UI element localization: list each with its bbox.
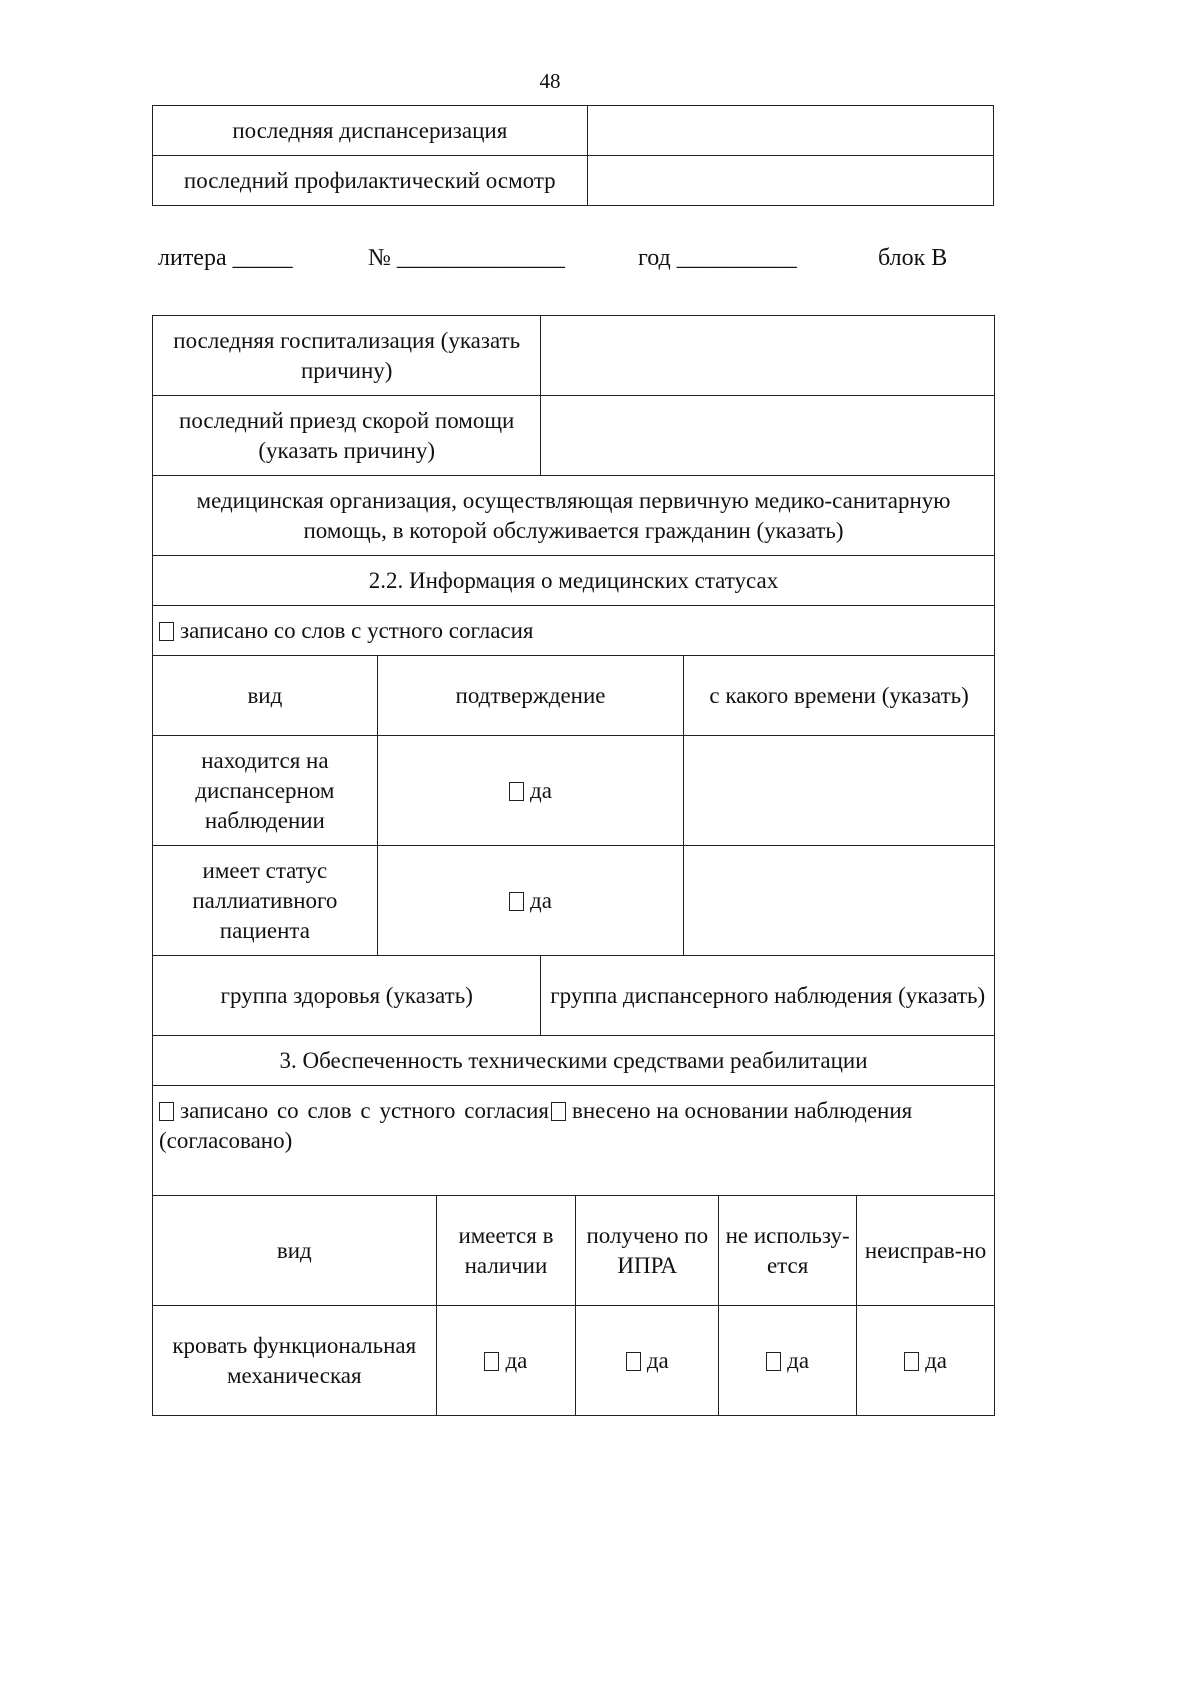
bed-not-used-checkbox[interactable] — [766, 1352, 781, 1371]
oral-consent-label: записано со слов с устного согласия — [180, 617, 534, 643]
last-dispensary-value[interactable] — [587, 106, 993, 156]
oral-consent-checkbox[interactable] — [159, 622, 174, 641]
tsr-kind-header: вид — [153, 1196, 437, 1306]
table-row — [153, 956, 995, 1036]
ambulance-label: последний приезд скорой помощи (указать причину) — [153, 396, 541, 476]
dispensary-observation-confirm — [377, 736, 683, 846]
hospitalization-value[interactable] — [541, 316, 995, 396]
med-org-label: медицинская организация, осуществляющая первичную медико-санитарную помощь, в которой обслуживается гражданин (указать) — [153, 476, 995, 556]
tsr-oral-consent-checkbox[interactable] — [159, 1102, 174, 1121]
tsr-ipra-header: получено по ИПРА — [576, 1196, 719, 1306]
tsr-observed-checkbox[interactable] — [551, 1102, 566, 1121]
palliative-status-confirm — [377, 846, 683, 956]
table-row — [153, 736, 995, 846]
tsr-bed-label: кровать функциональная механическая — [153, 1306, 437, 1416]
main-table — [152, 315, 995, 1416]
status-confirm-header: подтверждение — [377, 656, 683, 736]
table-row — [153, 656, 995, 736]
tsr-oral-consent-label: записано со слов с устного согласия (согласовано) — [159, 1098, 549, 1153]
bed-available-checkbox[interactable] — [484, 1352, 499, 1371]
litera-line — [158, 243, 958, 279]
table-row — [153, 106, 994, 156]
table-row — [153, 846, 995, 956]
dispensary-yes-label: да — [530, 777, 552, 803]
bed-ipra-checkbox[interactable] — [626, 1352, 641, 1371]
palliative-yes-checkbox[interactable] — [509, 892, 524, 911]
health-group-label: группа здоровья (указать) — [153, 956, 541, 1036]
tsr-faulty-header: неисправ-но — [857, 1196, 995, 1306]
tsr-not-used-header: не использу-ется — [719, 1196, 857, 1306]
tsr-bed-ipra — [576, 1306, 719, 1416]
tsr-bed-not-used — [719, 1306, 857, 1416]
section-2-2-title: 2.2. Информация о медицинских статусах — [153, 556, 995, 606]
litera-field[interactable]: литера _____ — [158, 245, 293, 271]
status-kind-header: вид — [153, 656, 378, 736]
bed-not-used-label: да — [787, 1347, 810, 1373]
bed-available-label: да — [505, 1347, 528, 1373]
year-field[interactable]: год __________ — [638, 245, 797, 271]
palliative-status-since[interactable] — [684, 846, 995, 956]
oral-consent-row — [153, 606, 995, 656]
table-row — [153, 316, 995, 396]
palliative-status-label: имеет статус паллиативного пациента — [153, 846, 378, 956]
table-row — [153, 1086, 995, 1196]
table-row — [153, 396, 995, 476]
tsr-observed-label: внесено на основании наблюдения — [572, 1098, 913, 1123]
dispensary-group-label: группа диспансерного наблюдения (указать) — [541, 956, 995, 1036]
tsr-consent-row — [153, 1086, 995, 1196]
table-row — [153, 156, 994, 206]
hospitalization-label: последняя госпитализация (указать причину) — [153, 316, 541, 396]
table-row — [153, 1036, 995, 1086]
tsr-bed-available — [436, 1306, 576, 1416]
top-table — [152, 105, 994, 206]
table-row — [153, 476, 995, 556]
block-label: блок В — [878, 245, 948, 271]
section-3-title: 3. Обеспеченность техническими средствами реабилитации — [153, 1036, 995, 1086]
dispensary-observation-since[interactable] — [684, 736, 995, 846]
bed-ipra-label: да — [646, 1347, 669, 1373]
table-row — [153, 1306, 995, 1416]
tsr-available-header: имеется в наличии — [436, 1196, 576, 1306]
table-row — [153, 1196, 995, 1306]
status-since-header: с какого времени (указать) — [684, 656, 995, 736]
dispensary-yes-checkbox[interactable] — [509, 782, 524, 801]
bed-faulty-label: да — [925, 1347, 947, 1373]
last-checkup-value[interactable] — [587, 156, 993, 206]
tsr-bed-faulty — [857, 1306, 995, 1416]
dispensary-observation-label: находится на диспансерном наблюдении — [153, 736, 378, 846]
page-number: 48 — [539, 69, 561, 93]
last-checkup-label: последний профилактический осмотр — [153, 156, 588, 206]
number-field[interactable]: № ______________ — [368, 245, 565, 271]
ambulance-value[interactable] — [541, 396, 995, 476]
palliative-yes-label: да — [530, 887, 552, 913]
last-dispensary-label: последняя диспансеризация — [153, 106, 588, 156]
bed-faulty-checkbox[interactable] — [904, 1352, 919, 1371]
table-row — [153, 556, 995, 606]
table-row — [153, 606, 995, 656]
